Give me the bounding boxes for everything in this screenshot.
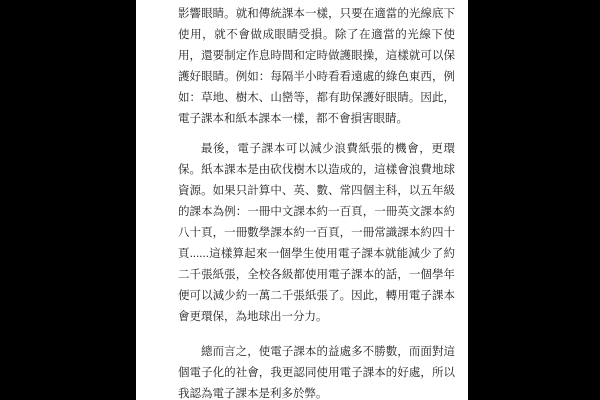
essay-text-block	[136, 0, 468, 400]
essay-paragraph-conclusion: 總而言之，使電子課本的益處多不勝數，而面對這個電子化的社會，我更認同使用電子課本的好處，所以我認為電子課本是利多於弊。	[178, 346, 455, 400]
document-page	[136, 0, 468, 400]
essay-paragraph-continuation: 影響眼睛。就和傳統課本一樣，只要在適當的光線底下使用，就不會做成眼睛受損。除了在適當的光線下使用，還要制定作息時間和定時做護眼操，這樣就可以保護好眼睛。例如：每隔半小時看看遠處的綠色東西，例如：草地、樹木、山巒等，都有助保護好眼睛。因此，電子課本和紙本課本一樣，都不會損害眼睛。	[178, 8, 455, 125]
essay-paragraph-environment: 最後，電子課本可以減少浪費紙張的機會，更環保。紙本課本是由砍伐樹木以造成的，這樣會浪費地球資源。如果只計算中、英、數、常四個主科，以五年級的課本為例：一冊中文課本約一百頁，一冊英文課本約八十頁，一冊數學課本約一百頁，一冊常識課本約四十頁......這樣算起來一個學生使用電子課本就能減少了約二千張紙張，全校各級都使用電子課本的話，一個學年便可以減少約一萬二千張紙張了。因此，轉用電子課本會更環保，為地球出一分力。	[178, 143, 455, 323]
